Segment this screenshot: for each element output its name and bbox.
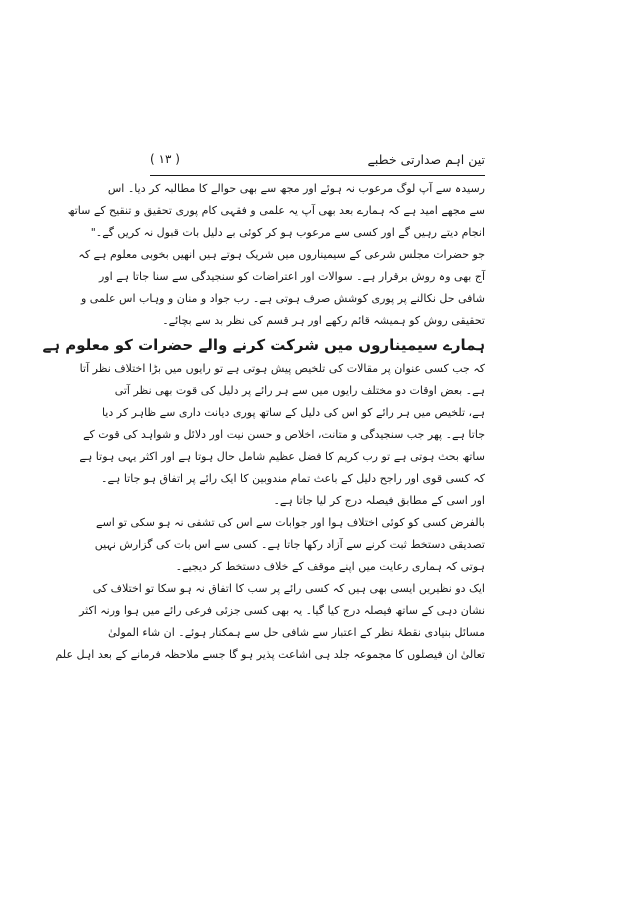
page-body xyxy=(42,178,485,666)
text-line: کہ کسی قوی اور راجح دلیل کے باعث تمام مندوبین کا ایک رائے پر اتفاق ہو جاتا ہے۔ xyxy=(101,472,485,485)
text-line: نشان دہی کے ساتھ فیصلہ درج کیا گیا۔ یہ بھی کسی جزئی فرعی رائے میں ہوا ورنہ اکثر xyxy=(79,604,485,617)
text-line: ہوتی کہ ہماری رعایت میں اپنے موقف کے خلاف دستخط کر دیجیے۔ xyxy=(175,560,485,573)
paragraph-5 xyxy=(55,578,485,666)
paragraph-4 xyxy=(94,512,485,578)
text-line: شافی حل نکالنے پر پوری کوشش صرف ہوتی ہے۔ رب جواد و منان و وہاب اس علمی و xyxy=(81,292,485,305)
text-line: بالفرض کسی کو کوئی اختلاف ہوا اور جوابات سے اس کی تشفی نہ ہو سکی تو اسے xyxy=(96,516,485,529)
paragraph-2 xyxy=(78,244,485,332)
text-line: ساتھ بحث ہوتی ہے تو رب کریم کا فضل عظیم شامل حال ہوتا ہے اور اکثر یہی ہوتا ہے xyxy=(79,450,485,463)
running-header xyxy=(150,152,485,172)
text-line: تحقیقی روش کو ہمیشہ قائم رکھے اور ہر قسم کی نظر بد سے بچائے۔ xyxy=(162,314,485,327)
section-heading: ہمارے سیمیناروں میں شرکت کرنے والے حضرات کو معلوم ہے xyxy=(42,336,485,354)
text-line: سے مجھے امید ہے کہ ہمارے بعد بھی آپ یہ علمی و فقہی کام پوری تحقیق و تنقیح کے ساتھ xyxy=(67,204,485,217)
text-line: آج بھی وہ روش برقرار ہے۔ سوالات اور اعتراضات کو سنجیدگی سے سنا جاتا ہے اور xyxy=(99,270,485,283)
text-line: کہ جب کسی عنوان پر مقالات کی تلخیص پیش ہوتی ہے تو رایوں میں بڑا اختلاف نظر آتا xyxy=(79,362,485,375)
text-line: رسیدہ سے آپ لوگ مرعوب نہ ہوئے اور مجھ سے بھی حوالے کا مطالبہ کر دیا۔ اس xyxy=(107,182,485,195)
text-line: ایک دو نظیریں ایسی بھی ہیں کہ کسی رائے پر سب کا اتفاق نہ ہو سکا تو اختلاف کی xyxy=(92,582,485,595)
text-line: مسائل بنیادی نقطۂ نظر کے اعتبار سے شافی حل سے ہمکنار ہوئے۔ ان شاء المولیٰ xyxy=(107,626,485,639)
page-number: ( ۱۳ ) xyxy=(150,152,180,166)
text-line: تصدیقی دستخط ثبت کرنے سے آزاد رکھا جاتا ہے۔ کسی سے اس بات کی گزارش نہیں xyxy=(94,538,485,551)
paragraph-3 xyxy=(79,358,485,512)
text-line: جو حضرات مجلس شرعی کے سیمیناروں میں شریک ہوتے ہیں انھیں بخوبی معلوم ہے کہ xyxy=(78,248,485,261)
text-line: ہے۔ بعض اوقات دو مختلف رایوں میں سے ہر رائے پر دلیل کی قوت بھی نظر آتی xyxy=(114,384,485,397)
header-divider xyxy=(150,175,485,176)
text-line: انجام دیتے رہیں گے اور کسی سے مرعوب ہو کر کوئی بے دلیل بات قبول نہ کریں گے۔" xyxy=(90,226,485,239)
paragraph-1 xyxy=(67,178,485,244)
text-line: تعالیٰ ان فیصلوں کا مجموعہ جلد ہی اشاعت پذیر ہو گا جسے ملاحظہ فرمانے کے بعد اہل علم xyxy=(55,648,485,661)
running-header-title: تین اہم صدارتی خطبے xyxy=(367,152,485,167)
text-line: ہے، تلخیص میں ہر رائے کو اس کی دلیل کے ساتھ پوری دیانت داری سے ظاہر کر دیا xyxy=(101,406,485,419)
text-line: جاتا ہے۔ پھر جب سنجیدگی و متانت، اخلاص و حسن نیت اور دلائل و شواہد کی قوت کے xyxy=(83,428,485,441)
text-line: اور اسی کے مطابق فیصلہ درج کر لیا جاتا ہے۔ xyxy=(273,494,485,507)
